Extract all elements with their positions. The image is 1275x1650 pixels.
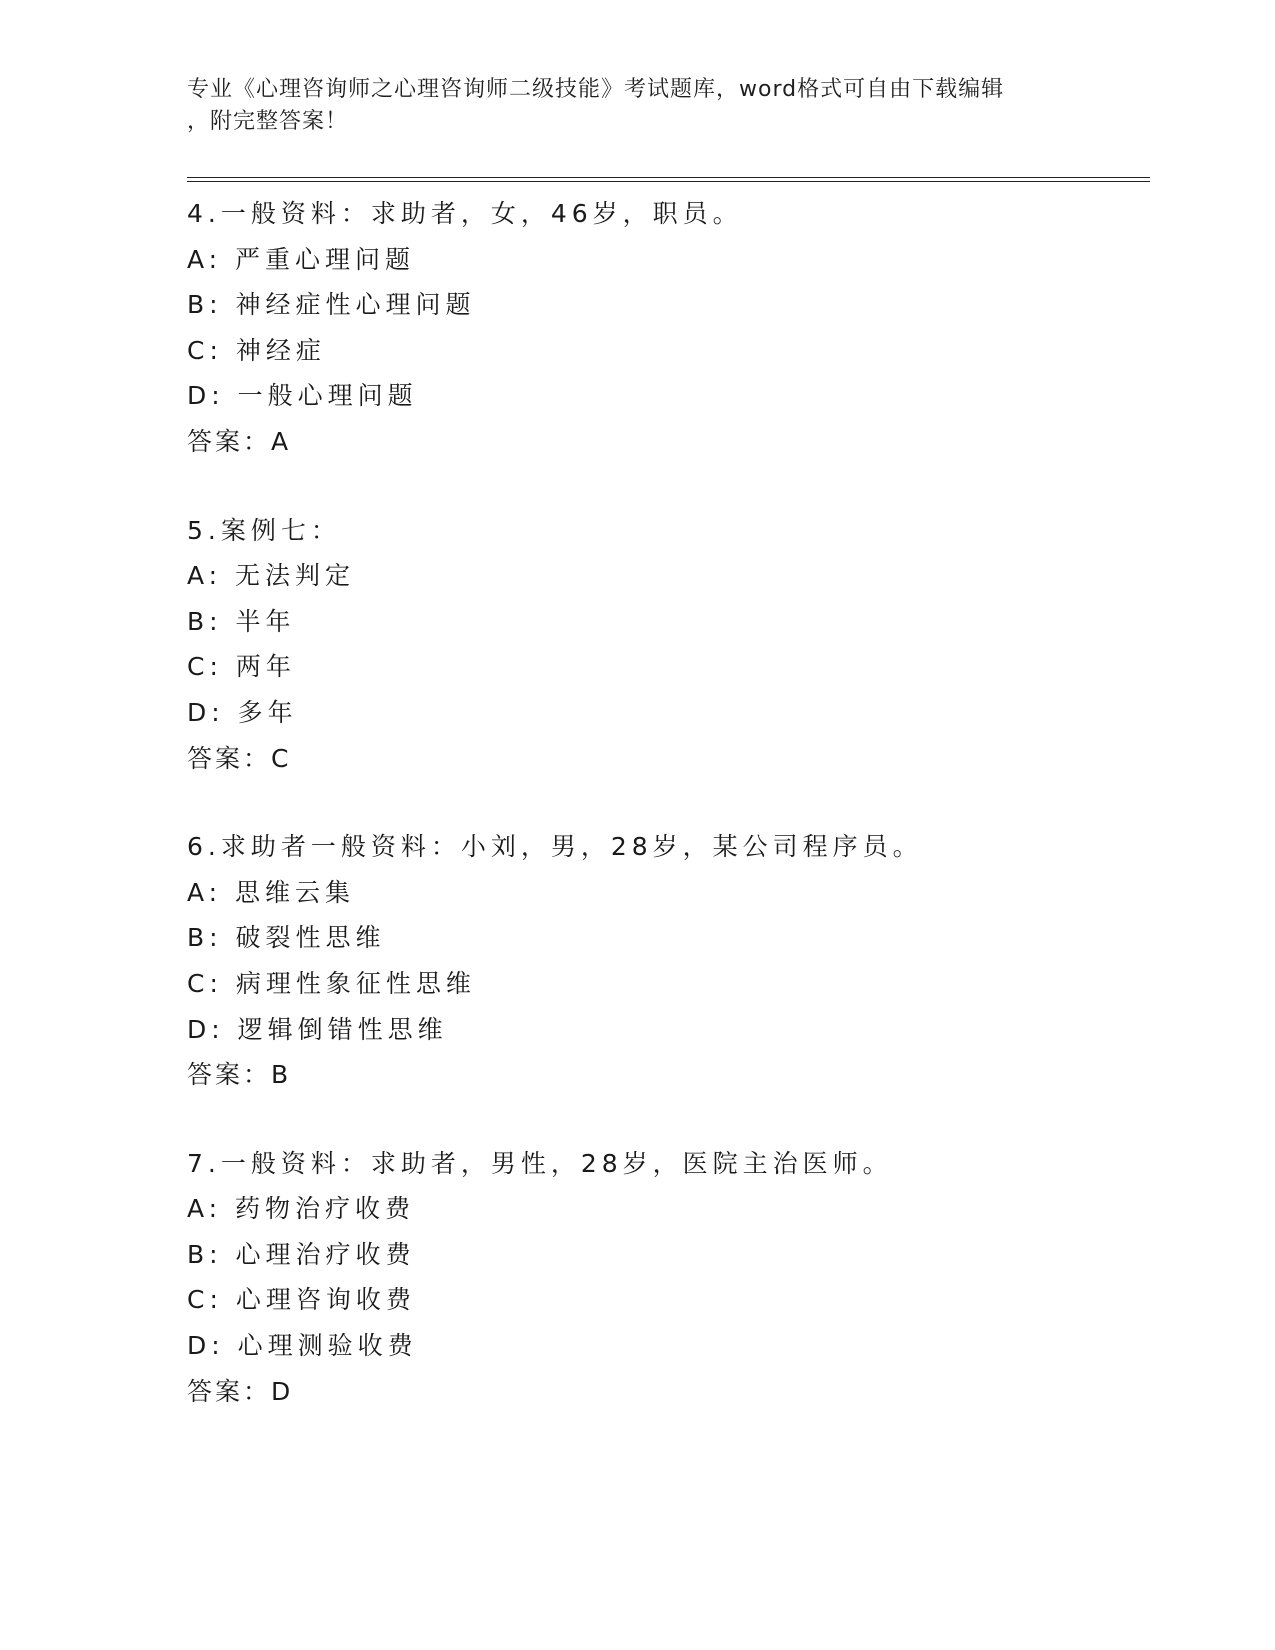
option-b: B: 半年 <box>187 606 296 636</box>
question-stem: 5.案例七： <box>187 515 341 545</box>
answer-label: 答案：D <box>187 1376 294 1406</box>
option-c: C: 两年 <box>187 652 296 682</box>
option-d: D: 多年 <box>187 697 298 727</box>
question-stem: 4.一般资料：求助者，女，46岁，职员。 <box>187 199 743 228</box>
question-list <box>187 191 1137 1457</box>
question-stem: 6.求助者一般资料：小刘，男，28岁，某公司程序员。 <box>187 832 923 862</box>
answer-label: 答案：A <box>187 426 292 456</box>
header-line-2: ，附完整答案！ <box>187 109 349 134</box>
option-c: C: 病理性象征性思维 <box>187 968 476 998</box>
option-b: B: 神经症性心理问题 <box>187 290 476 320</box>
option-d: D: 心理测验收费 <box>187 1331 418 1361</box>
header-line-1: 专业《心理咨询师之心理咨询师二级技能》考试题库，word格式可自由下载编辑 <box>187 77 1005 102</box>
option-a: A: 药物治疗收费 <box>187 1194 416 1224</box>
option-b: B: 破裂性思维 <box>187 923 386 953</box>
document-header <box>187 74 1087 138</box>
question-7 <box>187 1141 1137 1415</box>
question-stem: 7.一般资料：求助者，男性，28岁，医院主治医师。 <box>187 1148 893 1178</box>
answer-label: 答案：B <box>187 1060 292 1090</box>
question-4 <box>187 191 1137 465</box>
option-d: D: 一般心理问题 <box>187 381 418 411</box>
option-a: A: 思维云集 <box>187 877 356 907</box>
option-b: B: 心理治疗收费 <box>187 1239 416 1269</box>
question-6 <box>187 824 1137 1098</box>
option-d: D: 逻辑倒错性思维 <box>187 1014 448 1044</box>
header-divider <box>187 177 1150 182</box>
option-a: A: 严重心理问题 <box>187 244 416 274</box>
answer-label: 答案：C <box>187 743 292 773</box>
option-c: C: 神经症 <box>187 335 326 365</box>
option-a: A: 无法判定 <box>187 561 356 591</box>
option-c: C: 心理咨询收费 <box>187 1285 416 1315</box>
question-5 <box>187 508 1137 782</box>
